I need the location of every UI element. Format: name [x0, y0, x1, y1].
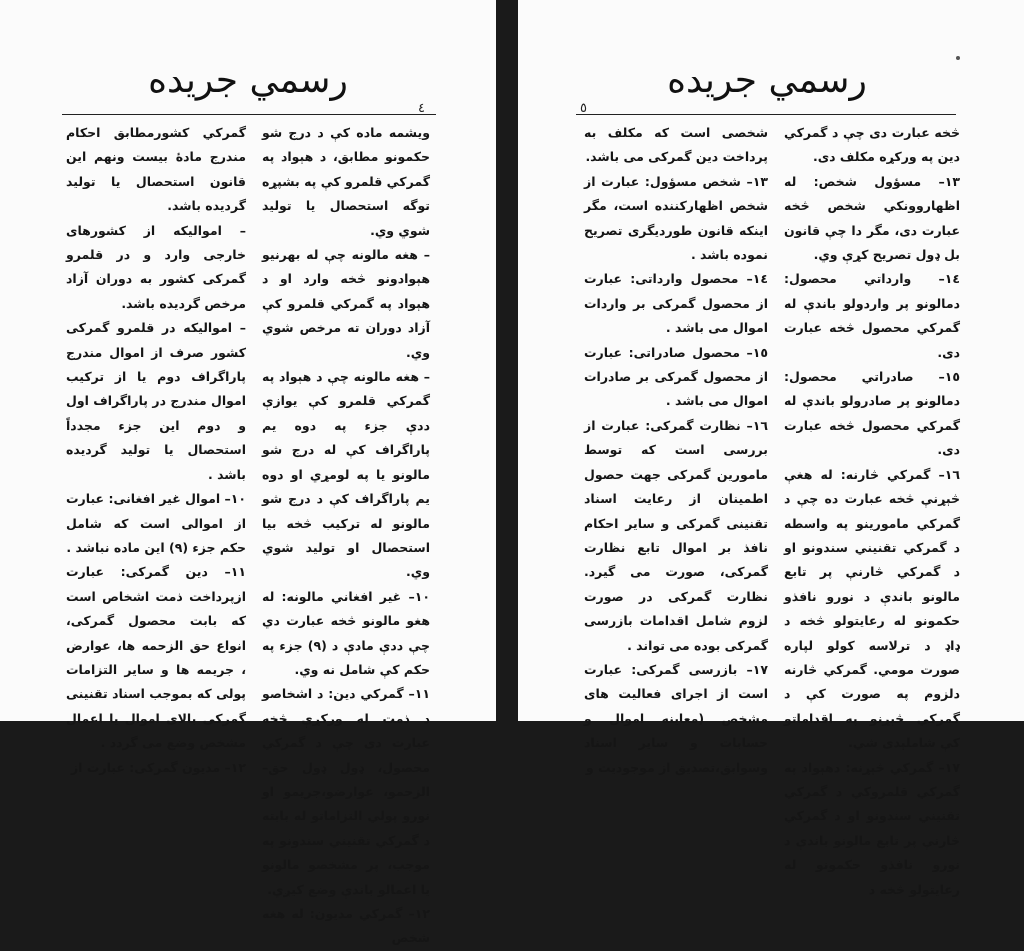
header-rule: [62, 114, 436, 115]
paragraph: ١٢– مديون گمركى: عبارت از: [71, 759, 246, 775]
paragraph: ١٦– گمركي څارنه: له هغې څېړنې څخه عبارت ده چې د گمركي مامورينو په واسطه د گمركي تقنيني سندونو او د گمركي څارنې پر تابع مالونو باندې د نورو نافذو حكمونو له رعايتولو څخه د ډاډ د ترلاسه كولو لپاره صورت مومي. گمركي څارنه دلزوم په صورت كې د گمركي څېړنو په اقداماتو كې شاملېدى شي.: [784, 466, 960, 751]
paragraph: ١٣– مسؤول شخص: له اظهاروونكي شخص څخه عبارت دى، مگر دا چې قانون بل ډول تصريح كړې وي.: [784, 173, 960, 263]
column-dari: [66, 121, 246, 780]
header-rule: [576, 114, 956, 115]
column-dari: [584, 121, 768, 780]
paragraph: ١٠– غير افغاني مالونه: له هغو مالونو څخه عبارت دي چې ددې مادې د (٩) جزء په حكم كې شامل نه وي.: [262, 588, 430, 677]
paragraph: ١١– گمركي دين: د اشخاصو د ذمت له وركړې څخه عبارت دى چې د گمركي محصول، ډول ډول حق– الزحمو، عوارضو،جريمو او نورو پولي التزاماتو له بابته د گمركي تقنيني سندونو په موجب، پر مشخصو مالونو يا اعمالو باندې وضع كيږي.: [262, 686, 430, 897]
paragraph: ١٥– محصول صادراتى: عبارت از محصول گمركى بر صادرات اموال مى باشد .: [584, 344, 768, 409]
paragraph: څخه عبارت دى چې د گمركي دين په وركړه مكلف دى.: [784, 125, 960, 165]
paragraph: ١٤– محصول وارداتى: عبارت از محصول گمركى بر واردات اموال مى باشد .: [584, 271, 768, 336]
page-number: ٤: [418, 101, 425, 116]
paragraph: – اموالیكه در قلمرو گمركی كشور صرف از اموال مندرج پاراگراف دوم يا از تركيب اموال مندرج در پاراگراف اول و دوم اين جزء مجدداً استحصال يا توليد گرديده باشد .: [66, 320, 246, 482]
paragraph: – هغه مالونه چې له بهرنيو هېوادونو څخه وارد او د هېواد په گمركي قلمرو كې آزاد دوران ته مرخص شوي وي.: [262, 247, 430, 360]
masthead-title: رسمي جريده: [148, 60, 348, 101]
paragraph: ١٠– اموال غير افغانى: عبارت از اموالى است كه شامل حكم جزء (٩) اين ماده نباشد .: [66, 491, 246, 555]
paragraph: ١٤– وارداتي محصول: دمالونو پر واردولو باندې له گمركي محصول څخه عبارت دى.: [784, 271, 960, 360]
left-page: [0, 0, 496, 946]
page-number: ٥: [580, 101, 587, 116]
paragraph: ١٧– بازرسى گمركى: عبارت است از اجراى فعاليت هاى مشخص (معاينه اموال و حسابات و ساير اسناد وسوابق،تصديق از موجوديت و: [584, 661, 768, 775]
paragraph: ١٧– گمركي څېړنه: دهېواد په گمركي قلمروكي د گمركي تقنيني سندونو او د گمركي څارنې پر تابع مالونو باندې د نورو نافذو حكمونو له رعايتولو څخه د: [784, 759, 960, 897]
paragraph: – اموالیكه از كشورهای خارجی وارد و در قلمرو گمركی كشور به دوران آزاد مرخص گرديده باشد.: [66, 222, 246, 311]
paragraph: ١٥– صادراتي محصول: دمالونو پر صادرولو باندې له گمركي محصول څخه عبارت دى.: [784, 369, 960, 458]
column-pashto: [784, 121, 960, 902]
column-pashto: [262, 121, 430, 951]
paragraph: ١٦– نظارت گمركى: عبارت از بررسى است كه توسط مامورين گمركى جهت حصول اطمينان از رعايت اسناد تقنينى گمركى و ساير احكام نافذ بر اموال تابع نظارت گمركى، صورت مى گيرد. نظارت گمركى در صورت لزوم شامل اقدامات بازرسى گمركى بوده مى تواند .: [584, 417, 768, 653]
paragraph: ١٢– گمركي مديون: له هغه شخص: [262, 906, 430, 946]
paragraph: گمركي كشورمطابق احكام مندرج مادۀ بيست ونهم اين قانون استحصال يا توليد گرديده باشد.: [66, 125, 246, 214]
masthead-title: رسمي جريده: [667, 60, 867, 101]
right-page: [518, 0, 1024, 897]
paragraph: شخصى است كه مكلف به پرداخت دين گمركى مى باشد.: [584, 125, 768, 165]
paragraph: ويشمه ماده كې د درج شو حكمونو مطابق، د هېواد په گمركي قلمرو كې په بشپړه توگه استحصال يا توليد شوي وي.: [262, 125, 430, 238]
paragraph: – هغه مالونه چې د هېواد په گمركي قلمرو كې يوازې ددې جزء په دوه يم پاراگراف كې له درج شو مالونو يا په لومړي او دوه يم پاراگراف كې د درج شو مالونو له تركيب څخه بيا استحصال او توليد شوي وي.: [262, 369, 430, 580]
paragraph: ١١– دين گمركى: عبارت ازپرداخت ذمت اشخاص است كه بابت محصول گمركى، انواع حق الزحمه ها، عوارض ، جريمه ها و ساير التزامات پولى كه بموجب اسناد تقنينى گمركى بالاى اموال يا اعمال مشخص وضع مى گردد .: [66, 564, 246, 751]
paragraph: ١٣– شخص مسؤول: عبارت از شخص اظهاركننده است، مگر اينكه قانون طورديگرى تصريح نموده باشد .: [584, 173, 768, 263]
